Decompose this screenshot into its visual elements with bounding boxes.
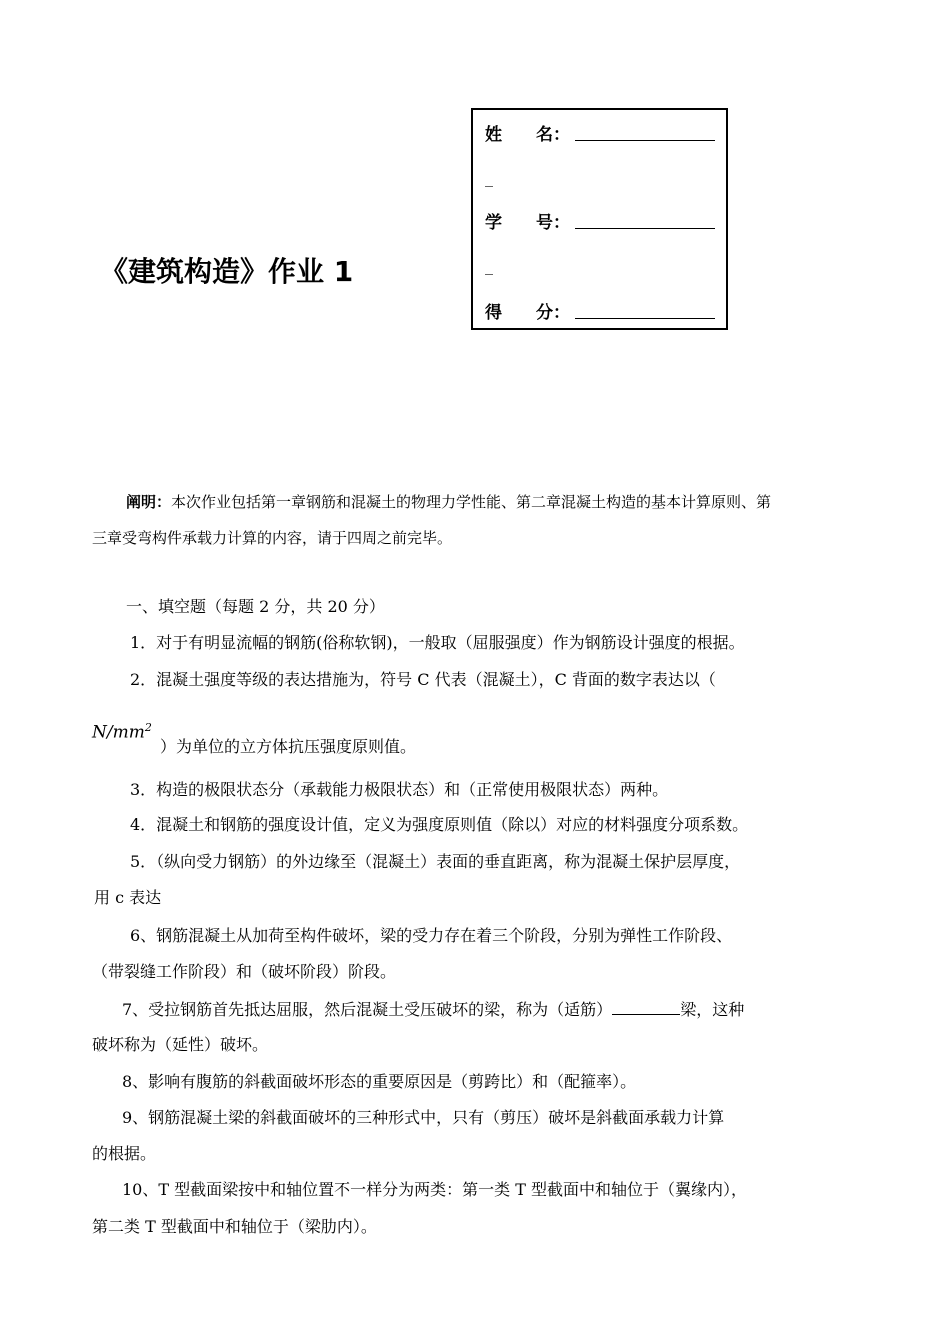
document-title: 《建筑构造》作业 1 <box>100 255 354 288</box>
score-row <box>485 298 715 323</box>
id-label: 学 号： <box>485 213 570 233</box>
question-7-text-b: 梁，这种 <box>680 1000 745 1019</box>
unit-formula: N/mm <box>92 722 145 743</box>
score-label: 得 分： <box>485 303 570 323</box>
question-7-line-2: 破坏称为（延性）破坏。 <box>92 1035 269 1054</box>
question-8: 8、影响有腹筋的斜截面破坏形态的重要原因是（剪跨比）和（配箍率）。 <box>122 1072 637 1091</box>
question-2-math <box>92 718 152 742</box>
answer-blank[interactable] <box>612 998 680 1015</box>
question-9-line-2: 的根据。 <box>92 1144 157 1163</box>
question-6-line-2: （带裂缝工作阶段）和（破坏阶段）阶段。 <box>92 962 397 981</box>
question-1: 1．对于有明显流幅的钢筋(俗称软钢)，一般取（屈服强度）作为钢筋设计强度的根据。 <box>130 633 745 652</box>
intro-line-2: 三章受弯构件承载力计算的内容，请于四周之前完毕。 <box>92 529 453 547</box>
id-row <box>485 208 715 233</box>
unit-formula-exponent: 2 <box>144 721 152 734</box>
intro-label: 阐明： <box>126 493 172 511</box>
dash-mark: _ <box>485 168 493 187</box>
student-info-box <box>471 108 728 330</box>
question-5-line-1: 5．（纵向受力钢筋）的外边缘至（混凝土）表面的垂直距离，称为混凝土保护层厚度， <box>130 852 741 871</box>
score-blank[interactable] <box>575 317 715 319</box>
question-10-line-1: 10、T 型截面梁按中和轴位置不一样分为两类：第一类 T 型截面中和轴位于（翼缘内）， <box>122 1180 747 1199</box>
intro-text-1: 本次作业包括第一章钢筋和混凝土的物理力学性能、第二章混凝土构造的基本计算原则、第 <box>171 493 772 511</box>
dash-mark: _ <box>485 256 493 275</box>
question-3: 3．构造的极限状态分（承载能力极限状态）和（正常使用极限状态）两种。 <box>130 780 669 799</box>
question-10-line-2: 第二类 T 型截面中和轴位于（梁肋内）。 <box>92 1217 377 1236</box>
intro-line-1 <box>126 492 771 512</box>
question-2-line-2: ）为单位的立方体抗压强度原则值。 <box>160 737 417 756</box>
question-7-line-1 <box>122 998 744 1020</box>
question-7-text-a: 7、受拉钢筋首先抵达屈服，然后混凝土受压破坏的梁，称为（适筋） <box>122 1000 613 1019</box>
id-blank[interactable] <box>575 227 715 229</box>
question-4: 4．混凝土和钢筋的强度设计值，定义为强度原则值（除以）对应的材料强度分项系数。 <box>130 815 749 834</box>
name-blank[interactable] <box>575 139 715 141</box>
question-5-line-2: 用 c 表达 <box>94 888 162 907</box>
question-2-line-1: 2．混凝土强度等级的表达措施为，符号 C 代表（混凝土），C 背面的数字表达以（ <box>130 670 716 689</box>
question-6-line-1: 6、钢筋混凝土从加荷至构件破坏，梁的受力存在着三个阶段，分别为弹性工作阶段、 <box>130 926 733 945</box>
section-heading: 一、填空题（每题 2 分，共 20 分） <box>126 597 385 616</box>
question-9-line-1: 9、钢筋混凝土梁的斜截面破坏的三种形式中，只有（剪压）破坏是斜截面承载力计算 <box>122 1108 725 1127</box>
name-label: 姓 名： <box>485 125 570 145</box>
name-row <box>485 120 715 145</box>
